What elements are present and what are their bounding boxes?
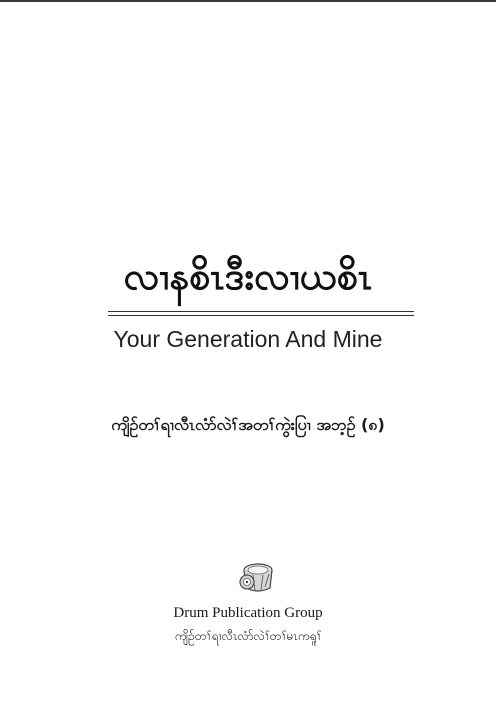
top-border-rule: [0, 0, 496, 2]
title-divider: [108, 311, 414, 316]
publisher-name-english: Drum Publication Group: [173, 605, 323, 621]
publisher-name-local: ကျိဉ်တၢ်ရၢလီၤလံာ်လဲၢ်တၢ်မၤကရူၢ်: [174, 629, 322, 643]
book-subtitle-english: Your Generation And Mine: [113, 326, 383, 352]
drum-icon: [237, 560, 279, 598]
book-title: လၢနစိၤဒီးလၢယစိၤ: [123, 254, 373, 298]
series-label: ကျိဉ်တၢ်ရၢလီၤလံာ်လဲၢ်အတၢ်ကွဲးပြၢ အဘ့ဉ် (၈): [111, 415, 385, 434]
